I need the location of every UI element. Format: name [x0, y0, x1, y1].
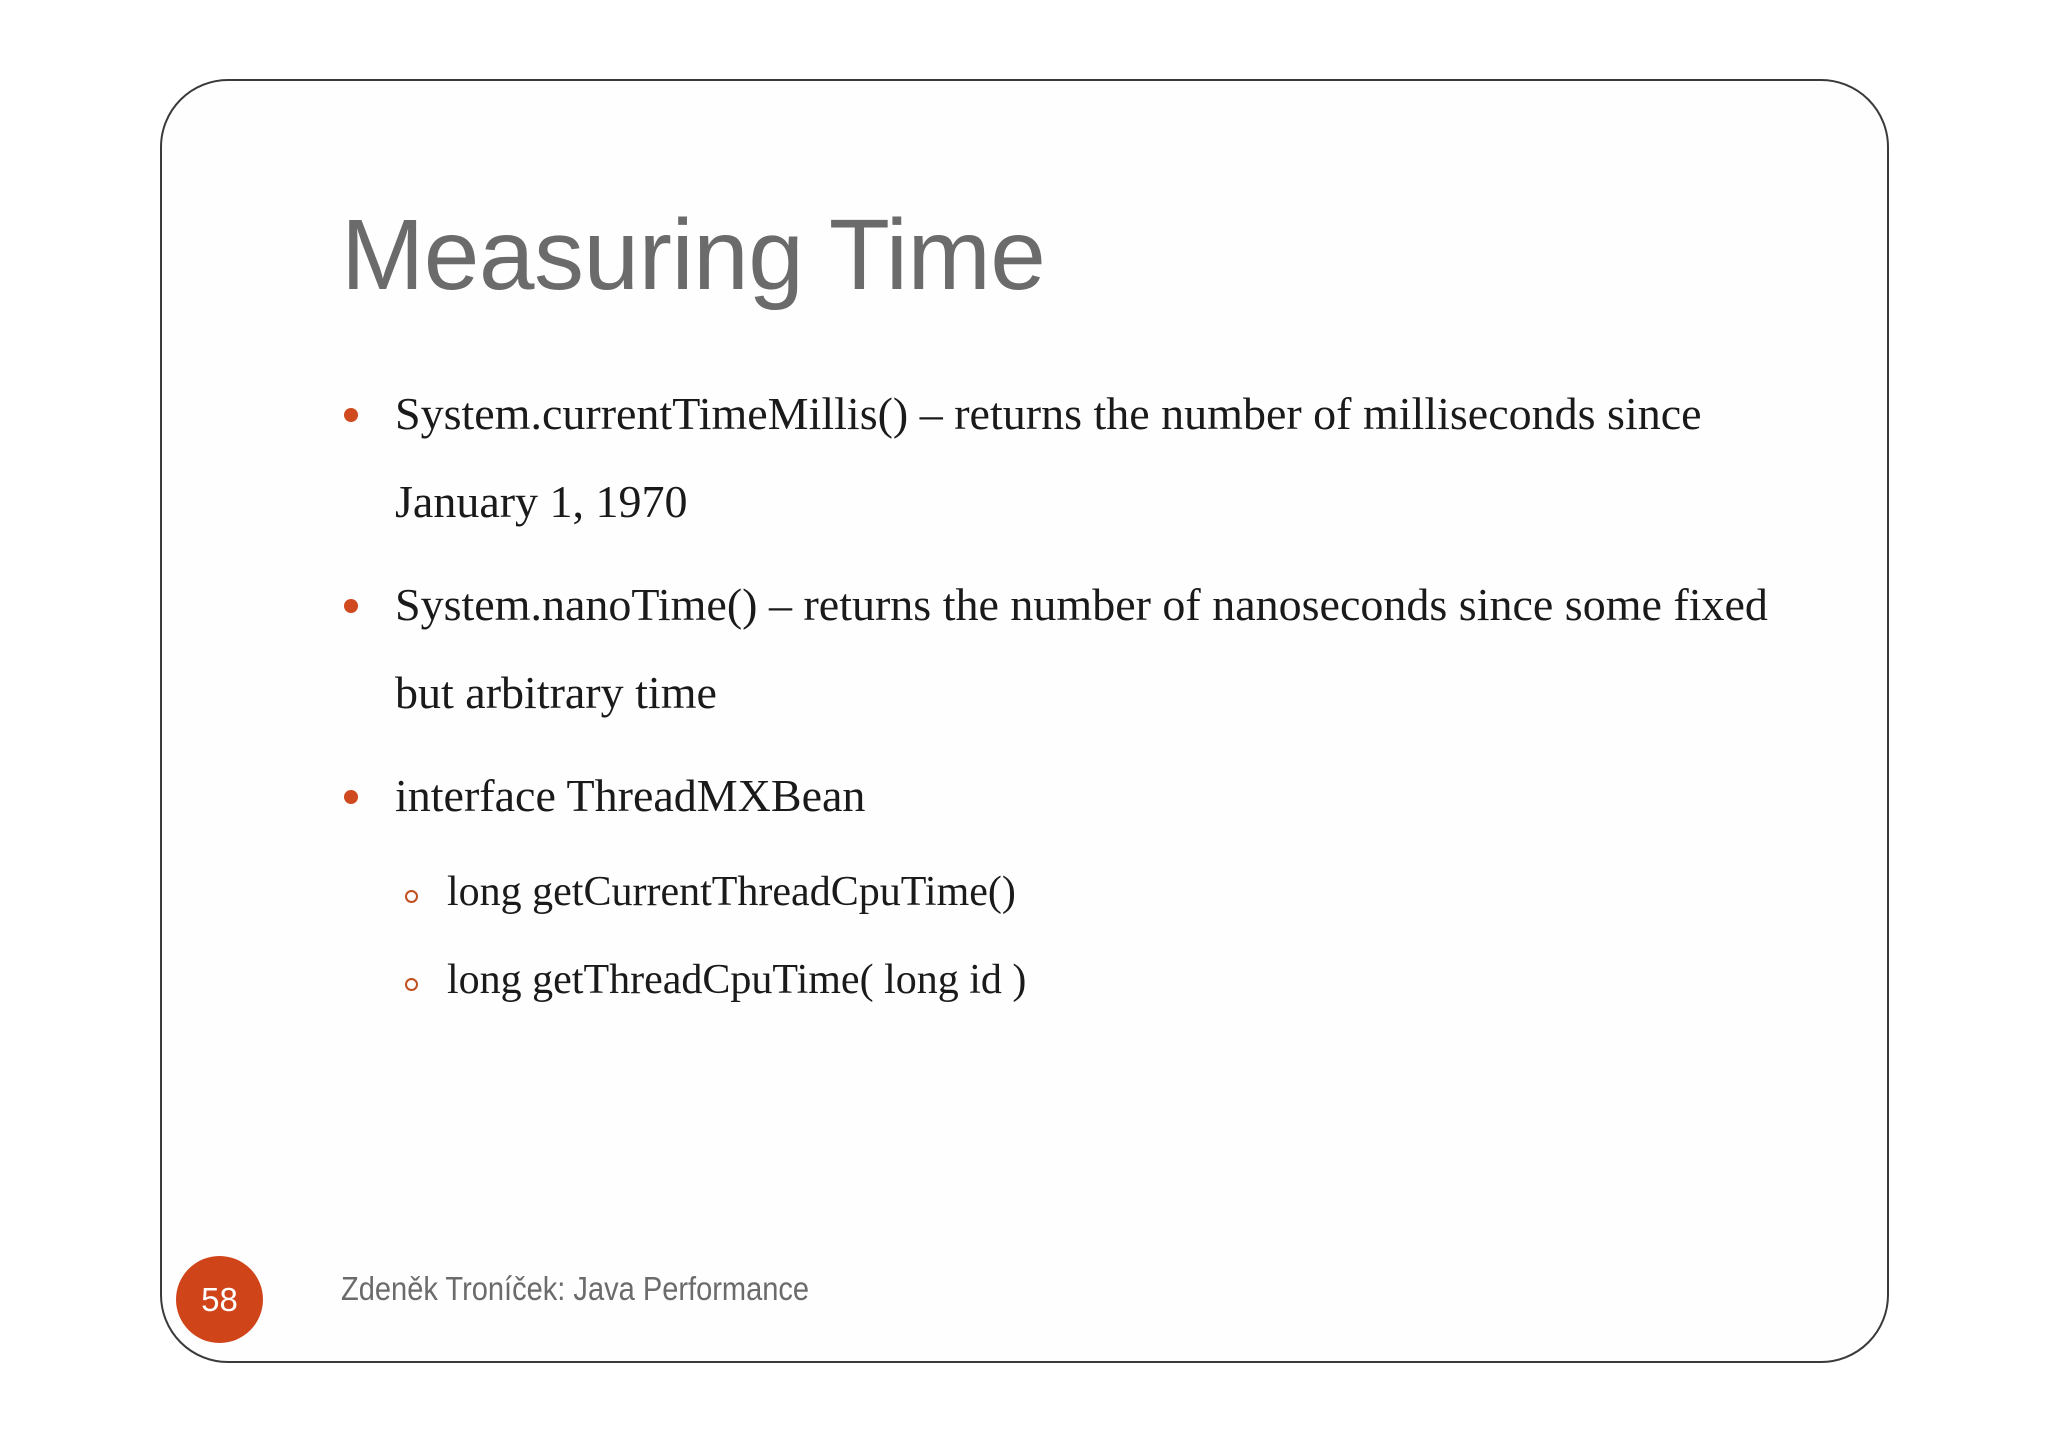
bullet-text: System.currentTimeMillis() – returns the number of milliseconds since January 1, 1970 — [395, 388, 1702, 527]
bullet-item — [341, 752, 1811, 840]
sub-bullet-item — [341, 848, 1811, 936]
footer-author-title: Zdeněk Troníček: Java Performance — [341, 1270, 810, 1307]
sub-bullet-item — [341, 936, 1811, 1024]
bullet-item — [341, 561, 1811, 737]
bullet-text: interface ThreadMXBean — [395, 770, 866, 821]
bullet-dot-icon — [344, 790, 358, 804]
sub-bullet-list — [341, 848, 1811, 1024]
bullet-list — [341, 370, 1811, 1024]
bullet-text: System.nanoTime() – returns the number of nanoseconds since some fixed but arbitrary time — [395, 579, 1768, 718]
slide-title: Measuring Time — [341, 199, 1046, 311]
sub-list-container — [341, 848, 1811, 1024]
bullet-item — [341, 370, 1811, 546]
page-number-badge — [176, 1256, 263, 1343]
sub-bullet-text: long getCurrentThreadCpuTime() — [447, 869, 1016, 915]
bullet-dot-icon — [344, 599, 358, 613]
sub-bullet-text: long getThreadCpuTime( long id ) — [447, 957, 1027, 1003]
hollow-circle-bullet-icon — [405, 890, 418, 903]
bullet-dot-icon — [344, 408, 358, 422]
page-number: 58 — [201, 1280, 238, 1318]
hollow-circle-bullet-icon — [405, 978, 418, 991]
